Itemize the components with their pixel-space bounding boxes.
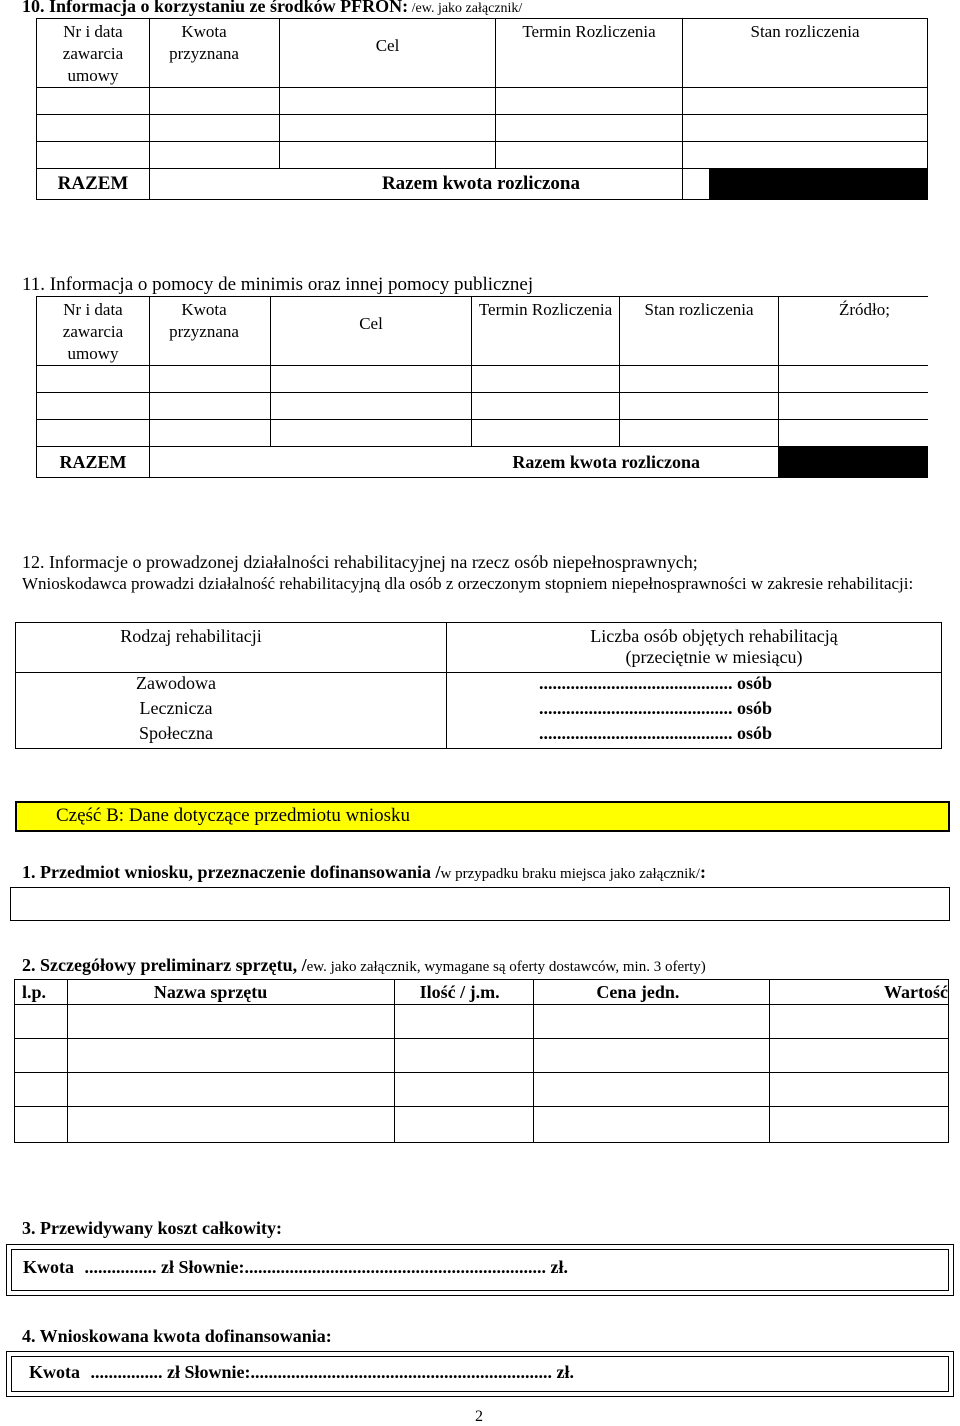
section-12 [22, 551, 942, 595]
header-stan: Stan rozliczenia [644, 300, 754, 319]
unit-label: osób [737, 722, 773, 743]
header-stan: Stan rozliczenia [750, 22, 860, 41]
razem-kwota-label: Razem kwota rozliczona [381, 173, 580, 194]
table-row [15, 1107, 949, 1143]
unit-label: osób [737, 697, 773, 718]
rehab-type: Zawodowa [136, 673, 216, 693]
header-nazwa: Nazwa sprzętu [153, 981, 268, 1002]
table-row [15, 1039, 949, 1073]
razem-label: RAZEM [59, 451, 127, 472]
header-nr-umowy: Nr i data zawarcia umowy [62, 22, 124, 85]
pfron-table [36, 18, 928, 200]
razem-black-cell [709, 169, 927, 199]
b2-title-text: 2. Szczegółowy preliminarz sprzętu, / [22, 955, 307, 975]
table-row [16, 698, 942, 723]
section-10-title [22, 0, 522, 17]
razem-black-cell [779, 447, 927, 477]
count-field[interactable]: ........................................... [539, 673, 733, 693]
header-wartosc: Wartość [884, 981, 948, 1002]
part-b-banner [15, 801, 950, 832]
count-field[interactable]: ........................................... [539, 722, 733, 743]
header-termin: Termin Rozliczenia [478, 300, 613, 319]
b1-colon: : [699, 862, 706, 882]
b3-title: 3. Przewidywany koszt całkowity: [22, 1218, 282, 1238]
table-row [15, 1005, 949, 1039]
table-row [16, 673, 942, 698]
b3-box [6, 1244, 954, 1296]
equipment-table [14, 979, 949, 1143]
header-kwota: Kwota przyznana [169, 22, 239, 63]
table-row [37, 88, 928, 115]
section-11-title: 11. Informacja o pomocy de minimis oraz innej pomocy publicznej [22, 274, 534, 295]
header-cena: Cena jedn. [596, 981, 680, 1002]
rehabilitation-table [15, 622, 942, 749]
kwota-label: Kwota [29, 1362, 80, 1382]
b1-title [22, 862, 706, 883]
kwota-field[interactable]: ................ [90, 1362, 163, 1382]
count-field[interactable]: ........................................... [539, 697, 733, 718]
header-liczba-sub: (przeciętnie w miesiącu) [625, 647, 803, 667]
header-kwota: Kwota przyznana [169, 300, 239, 341]
table-row [37, 420, 928, 447]
header-liczba: Liczba osób objętych rehabilitacją [590, 626, 838, 646]
unit-label: osób [737, 673, 773, 693]
header-cel: Cel [375, 36, 400, 55]
b4-line [29, 1362, 574, 1383]
slownie-label: zł Słownie: [161, 1257, 245, 1277]
razem-label: RAZEM [57, 173, 129, 194]
b3-line [23, 1257, 568, 1278]
header-zrodlo: Źródło; [839, 300, 890, 319]
b2-note: ew. jako załącznik, wymagane są oferty dostawców, min. 3 oferty) [306, 959, 706, 975]
b2-title [22, 955, 706, 976]
table-row [16, 723, 942, 749]
table-row [37, 142, 928, 169]
section-12-description: Wnioskodawca prowadzi działalność rehabilitacyjną dla osób z orzeczonym stopniem niepełnosprawności w zakresie rehabilitacji: [22, 574, 914, 593]
b1-note: w przypadku braku miejsca jako załącznik/ [440, 866, 700, 882]
header-termin: Termin Rozliczenia [522, 22, 656, 41]
part-b-title: Część B: Dane dotyczące przedmiotu wniosku [56, 805, 411, 826]
kwota-label: Kwota [23, 1257, 74, 1277]
table-row [37, 393, 928, 420]
de-minimis-table [36, 296, 928, 478]
header-ilosc: Ilość / j.m. [419, 981, 500, 1002]
razem-kwota-label: Razem kwota rozliczona [512, 451, 700, 472]
page-number: 2 [475, 1408, 483, 1425]
b4-title: 4. Wnioskowana kwota dofinansowania: [22, 1326, 332, 1346]
slownie-label: zł Słownie: [167, 1362, 251, 1382]
header-cel: Cel [359, 314, 383, 333]
b4-box [6, 1351, 954, 1397]
header-lp: l.p. [22, 981, 47, 1002]
section-10-title-text: 10. Informacja o korzystaniu ze środków PFRON: [22, 0, 409, 16]
table-row [37, 115, 928, 142]
zl-label: zł. [550, 1257, 568, 1277]
zl-label: zł. [556, 1362, 574, 1382]
slownie-field[interactable]: ................................................................... [250, 1362, 552, 1382]
rehab-type: Społeczna [139, 722, 213, 743]
b1-input-box[interactable] [10, 887, 950, 921]
slownie-field[interactable]: ................................................................... [244, 1257, 546, 1277]
kwota-field[interactable]: ................ [84, 1257, 157, 1277]
section-12-title: 12. Informacje o prowadzonej działalności rehabilitacyjnej na rzecz osób niepełnosprawnych; [22, 552, 698, 572]
header-nr-umowy: Nr i data zawarcia umowy [62, 300, 124, 363]
b1-title-text: 1. Przedmiot wniosku, przeznaczenie dofinansowania / [22, 862, 441, 882]
section-10-note: /ew. jako załącznik/ [408, 1, 523, 16]
rehab-type: Lecznicza [139, 697, 213, 718]
header-rodzaj: Rodzaj rehabilitacji [120, 626, 262, 646]
table-row [37, 366, 928, 393]
table-row [15, 1073, 949, 1107]
